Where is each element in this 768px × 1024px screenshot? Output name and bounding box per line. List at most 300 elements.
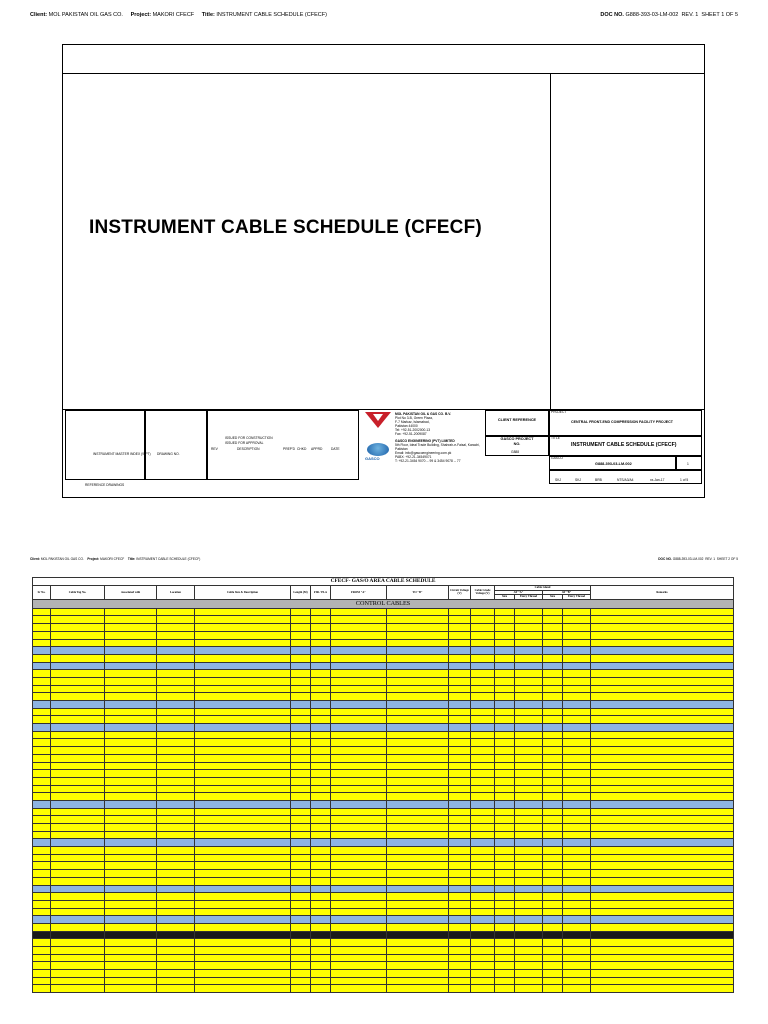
- table-cell: [563, 724, 591, 732]
- table-cell: [515, 701, 543, 709]
- table-cell: [591, 785, 734, 793]
- table-cell: [195, 970, 291, 978]
- client-value: MOL PAKISTAN OIL GAS CO.: [48, 12, 123, 18]
- table-cell: [543, 954, 563, 962]
- table-cell: [495, 685, 515, 693]
- table-cell: [495, 916, 515, 924]
- table-cell: [543, 677, 563, 685]
- table-cell: [563, 662, 591, 670]
- section-separator: [33, 931, 734, 939]
- table-cell: [563, 939, 591, 947]
- table-cell: [195, 662, 291, 670]
- table-cell: [591, 877, 734, 885]
- table-row: [33, 885, 734, 893]
- table-cell: [157, 716, 195, 724]
- table-cell: [311, 677, 331, 685]
- table-cell: [51, 839, 105, 847]
- table-cell: [515, 977, 543, 985]
- table-cell: [387, 616, 449, 624]
- table-row: [33, 808, 734, 816]
- table-cell: [563, 608, 591, 616]
- table-cell: [195, 816, 291, 824]
- table-cell: [311, 685, 331, 693]
- table-cell: [331, 647, 387, 655]
- table-cell: [311, 847, 331, 855]
- table-cell: [471, 985, 495, 993]
- table-cell: [195, 724, 291, 732]
- table-cell: [449, 639, 471, 647]
- table-cell: [591, 608, 734, 616]
- table-cell: [311, 716, 331, 724]
- table-row: [33, 747, 734, 755]
- table-cell: [591, 701, 734, 709]
- project-value: MAKORI CFECF: [100, 557, 125, 561]
- table-cell: [515, 839, 543, 847]
- table-cell: [291, 977, 311, 985]
- drawing-number: G888-393-03-LM-002: [595, 462, 632, 466]
- table-cell: [33, 739, 51, 747]
- table-cell: [449, 816, 471, 824]
- table-cell: [543, 616, 563, 624]
- table-cell: [105, 670, 157, 678]
- table-cell: [291, 747, 311, 755]
- table-cell: [515, 739, 543, 747]
- table-cell: [195, 647, 291, 655]
- table-cell: [291, 870, 311, 878]
- table-cell: [495, 647, 515, 655]
- table-cell: [515, 900, 543, 908]
- table-cell: [591, 731, 734, 739]
- gasco-drawing-label: GASCO: [551, 456, 563, 460]
- table-cell: [51, 916, 105, 924]
- table-cell: [591, 616, 734, 624]
- table-row: [33, 923, 734, 931]
- table-cell: [471, 616, 495, 624]
- table-cell: [51, 708, 105, 716]
- table-cell: [291, 739, 311, 747]
- table-cell: [291, 716, 311, 724]
- col-circuit-voltage: Circuit Voltage (V): [449, 586, 471, 600]
- table-cell: [33, 762, 51, 770]
- table-cell: [543, 608, 563, 616]
- table-cell: [331, 800, 387, 808]
- table-cell: [563, 862, 591, 870]
- table-cell: [495, 854, 515, 862]
- table-cell: [495, 800, 515, 808]
- table-cell: [291, 847, 311, 855]
- table-cell: [449, 939, 471, 947]
- title-block: [65, 410, 702, 492]
- table-cell: [33, 854, 51, 862]
- table-cell: [291, 947, 311, 955]
- table-cell: [157, 670, 195, 678]
- table-cell: [387, 970, 449, 978]
- table-row: [33, 739, 734, 747]
- table-cell: [495, 970, 515, 978]
- table-cell: [105, 831, 157, 839]
- table-cell: [515, 677, 543, 685]
- table-cell: [515, 685, 543, 693]
- table-cell: [591, 693, 734, 701]
- mol-company-name: MOL PAKISTAN OIL & GAS CO. B.V.: [395, 412, 452, 416]
- table-cell: [591, 654, 734, 662]
- table-cell: [387, 862, 449, 870]
- table-cell: [33, 831, 51, 839]
- title-value: INSTRUMENT CABLE SCHEDULE (CFECF): [216, 12, 327, 18]
- table-cell: [543, 900, 563, 908]
- table-cell: [311, 816, 331, 824]
- table-row: [33, 793, 734, 801]
- table-cell: [471, 870, 495, 878]
- table-cell: [387, 800, 449, 808]
- table-cell: [105, 977, 157, 985]
- table-cell: [33, 916, 51, 924]
- table-cell: [105, 639, 157, 647]
- table-cell: [387, 662, 449, 670]
- table-cell: [33, 931, 51, 939]
- table-cell: [449, 693, 471, 701]
- table-cell: [495, 662, 515, 670]
- table-cell: [563, 824, 591, 832]
- table-row: [33, 854, 734, 862]
- table-cell: [563, 985, 591, 993]
- table-cell: [105, 847, 157, 855]
- table-cell: [591, 977, 734, 985]
- table-cell: [591, 708, 734, 716]
- table-cell: [105, 616, 157, 624]
- table-cell: [449, 870, 471, 878]
- mol-address-line: F-7 Markaz, Islamabad,: [395, 420, 430, 424]
- table-row: [33, 708, 734, 716]
- table-cell: [515, 870, 543, 878]
- table-cell: [291, 662, 311, 670]
- table-cell: [563, 931, 591, 939]
- table-cell: [449, 777, 471, 785]
- table-cell: [291, 647, 311, 655]
- table-cell: [591, 916, 734, 924]
- table-cell: [331, 885, 387, 893]
- table-cell: [51, 831, 105, 839]
- gland-a-thread: Entry Thread: [515, 595, 543, 600]
- table-cell: [195, 608, 291, 616]
- table-cell: [449, 624, 471, 632]
- table-cell: [543, 670, 563, 678]
- table-cell: [543, 877, 563, 885]
- gasco-address-line: 5th Floor, Ideal Trade Building, Shahrah-e-Faisal, Karachi,: [395, 443, 480, 447]
- table-cell: [515, 985, 543, 993]
- table-cell: [33, 631, 51, 639]
- table-cell: [591, 854, 734, 862]
- table-cell: [33, 870, 51, 878]
- checked-header: CHKD: [297, 447, 307, 451]
- table-cell: [311, 893, 331, 901]
- table-cell: [291, 893, 311, 901]
- table-cell: [563, 716, 591, 724]
- table-cell: [515, 908, 543, 916]
- section-control-cables: CONTROL CABLES: [33, 599, 734, 608]
- gland-at-b: AT "B": [543, 590, 591, 595]
- table-row: [33, 877, 734, 885]
- table-cell: [195, 900, 291, 908]
- table-cell: [387, 908, 449, 916]
- table-cell: [157, 824, 195, 832]
- table-cell: [449, 770, 471, 778]
- table-cell: [471, 947, 495, 955]
- table-cell: [449, 677, 471, 685]
- table-cell: [33, 770, 51, 778]
- table-cell: [195, 908, 291, 916]
- table-cell: [157, 647, 195, 655]
- table-cell: [51, 977, 105, 985]
- table-cell: [449, 631, 471, 639]
- table-cell: [311, 639, 331, 647]
- table-cell: [449, 762, 471, 770]
- col-cable-size: Cable Size & Description: [195, 586, 291, 600]
- table-cell: [495, 839, 515, 847]
- table-cell: [495, 616, 515, 624]
- table-cell: [157, 885, 195, 893]
- table-cell: [195, 893, 291, 901]
- table-cell: [387, 977, 449, 985]
- table-cell: [105, 877, 157, 885]
- approved-header: APPRD: [311, 447, 323, 451]
- table-cell: [471, 647, 495, 655]
- table-cell: [449, 847, 471, 855]
- table-cell: [449, 670, 471, 678]
- table-row: [33, 662, 734, 670]
- table-cell: [449, 900, 471, 908]
- table-cell: [515, 877, 543, 885]
- table-cell: [495, 908, 515, 916]
- table-cell: [591, 754, 734, 762]
- table-cell: [311, 870, 331, 878]
- table-cell: [51, 770, 105, 778]
- table-cell: [157, 747, 195, 755]
- gland-b-size: Size: [543, 595, 563, 600]
- table-cell: [449, 685, 471, 693]
- table-cell: [543, 808, 563, 816]
- table-cell: [51, 654, 105, 662]
- table-cell: [195, 631, 291, 639]
- table-cell: [543, 739, 563, 747]
- table-row: [33, 785, 734, 793]
- table-cell: [311, 985, 331, 993]
- table-cell: [387, 747, 449, 755]
- table-cell: [515, 654, 543, 662]
- table-cell: [591, 870, 734, 878]
- table-cell: [157, 731, 195, 739]
- table-cell: [387, 654, 449, 662]
- table-cell: [471, 839, 495, 847]
- table-cell: [33, 947, 51, 955]
- table-cell: [563, 677, 591, 685]
- table-cell: [157, 816, 195, 824]
- table-cell: [51, 954, 105, 962]
- table-cell: [51, 854, 105, 862]
- col-from: FROM "A": [331, 586, 387, 600]
- table-cell: [195, 877, 291, 885]
- table-cell: [157, 870, 195, 878]
- table-cell: [331, 670, 387, 678]
- table-row: [33, 670, 734, 678]
- table-cell: [515, 793, 543, 801]
- table-cell: [291, 701, 311, 709]
- table-cell: [195, 654, 291, 662]
- table-cell: [515, 939, 543, 947]
- table-cell: [51, 923, 105, 931]
- table-cell: [291, 923, 311, 931]
- table-cell: [563, 685, 591, 693]
- table-cell: [311, 800, 331, 808]
- table-cell: [51, 762, 105, 770]
- table-cell: [591, 862, 734, 870]
- project-label: Project:: [130, 12, 152, 18]
- table-cell: [449, 947, 471, 955]
- table-cell: [471, 777, 495, 785]
- table-row: [33, 862, 734, 870]
- table-cell: [591, 816, 734, 824]
- table-cell: [157, 639, 195, 647]
- table-cell: [515, 862, 543, 870]
- table-cell: [157, 631, 195, 639]
- table-cell: [33, 900, 51, 908]
- table-row: [33, 985, 734, 993]
- table-cell: [51, 885, 105, 893]
- table-cell: [563, 701, 591, 709]
- table-cell: [51, 793, 105, 801]
- table-cell: [495, 847, 515, 855]
- table-cell: [591, 839, 734, 847]
- table-cell: [331, 754, 387, 762]
- table-cell: [51, 639, 105, 647]
- table-cell: [543, 731, 563, 739]
- client-reference-label: CLIENT REFERENCE: [497, 418, 537, 422]
- table-cell: [105, 908, 157, 916]
- table-cell: [331, 785, 387, 793]
- table-cell: [331, 923, 387, 931]
- table-cell: [331, 739, 387, 747]
- table-cell: [515, 800, 543, 808]
- table-cell: [331, 862, 387, 870]
- table-cell: [387, 724, 449, 732]
- table-cell: [387, 808, 449, 816]
- table-cell: [33, 693, 51, 701]
- table-cell: [157, 662, 195, 670]
- table-cell: [543, 816, 563, 824]
- table-cell: [471, 708, 495, 716]
- table-cell: [157, 862, 195, 870]
- table-cell: [543, 862, 563, 870]
- table-cell: [291, 900, 311, 908]
- table-cell: [387, 854, 449, 862]
- table-cell: [495, 724, 515, 732]
- table-cell: [471, 923, 495, 931]
- table-cell: [51, 616, 105, 624]
- table-cell: [495, 893, 515, 901]
- table-cell: [331, 947, 387, 955]
- table-cell: [331, 870, 387, 878]
- table-cell: [543, 885, 563, 893]
- table-cell: [311, 877, 331, 885]
- table-cell: [387, 885, 449, 893]
- table-cell: [195, 854, 291, 862]
- table-cell: [51, 893, 105, 901]
- table-cell: [311, 977, 331, 985]
- table-cell: [195, 954, 291, 962]
- table-cell: [331, 631, 387, 639]
- reference-drawings-box: [65, 410, 145, 480]
- table-cell: [331, 716, 387, 724]
- table-cell: [331, 962, 387, 970]
- table-cell: [543, 908, 563, 916]
- table-cell: [105, 870, 157, 878]
- table-cell: [495, 670, 515, 678]
- table-cell: [33, 608, 51, 616]
- gasco-address-line: PABX: +92-21-34549071: [395, 455, 432, 459]
- table-cell: [543, 785, 563, 793]
- table-cell: [449, 701, 471, 709]
- table-row: [33, 939, 734, 947]
- table-cell: [563, 808, 591, 816]
- table-cell: [311, 631, 331, 639]
- table-cell: [33, 939, 51, 947]
- table-row: [33, 677, 734, 685]
- table-cell: [471, 854, 495, 862]
- table-cell: [105, 954, 157, 962]
- table-cell: [51, 670, 105, 678]
- table-cell: [105, 762, 157, 770]
- table-cell: [495, 747, 515, 755]
- table-row: [33, 870, 734, 878]
- gland-b-thread: Entry Thread: [563, 595, 591, 600]
- table-cell: [51, 739, 105, 747]
- table-cell: [543, 870, 563, 878]
- table-cell: [33, 816, 51, 824]
- table-cell: [311, 785, 331, 793]
- table-cell: [449, 739, 471, 747]
- table-cell: [563, 877, 591, 885]
- doc-label: DOC NO.: [600, 12, 624, 18]
- table-cell: [33, 923, 51, 931]
- table-cell: [471, 800, 495, 808]
- cable-schedule: [32, 577, 733, 993]
- table-cell: [563, 793, 591, 801]
- mol-address-line: Plot No 3-B, Green Plaza,: [395, 416, 433, 420]
- table-row: [33, 693, 734, 701]
- table-cell: [515, 885, 543, 893]
- table-cell: [105, 962, 157, 970]
- table-cell: [311, 793, 331, 801]
- approved-by: BRB: [595, 478, 602, 482]
- table-cell: [51, 862, 105, 870]
- description-header: DESCRIPTION: [237, 447, 260, 451]
- table-cell: [495, 831, 515, 839]
- table-cell: [105, 693, 157, 701]
- table-cell: [449, 970, 471, 978]
- table-cell: [311, 916, 331, 924]
- col-grade-voltage: Cable Grade Voltage (V): [471, 586, 495, 600]
- table-cell: [471, 939, 495, 947]
- gland-at-a: AT "A": [495, 590, 543, 595]
- table-cell: [543, 923, 563, 931]
- schedule-title: CFECF- GAS/O AREA CABLE SCHEDULE: [33, 578, 734, 586]
- table-cell: [471, 724, 495, 732]
- table-cell: [331, 877, 387, 885]
- table-cell: [591, 770, 734, 778]
- table-cell: [515, 854, 543, 862]
- table-cell: [291, 970, 311, 978]
- table-cell: [33, 785, 51, 793]
